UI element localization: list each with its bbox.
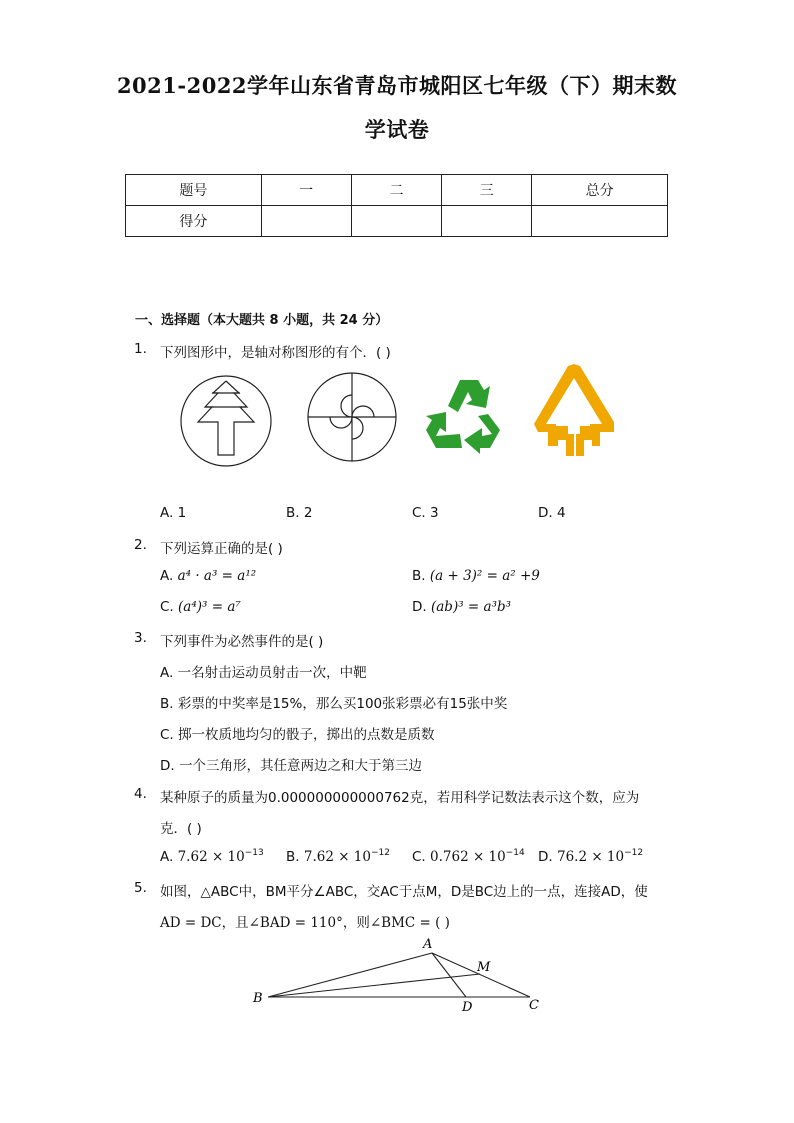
option-expression: (a + 3)² = a² +9 — [429, 568, 540, 584]
question-stem-line2: AD = DC，且∠BAD = 110°，则∠BMC = ( ) — [160, 915, 450, 931]
option-exponent: −13 — [244, 848, 264, 858]
segment-ad — [432, 953, 466, 997]
option-d[interactable]: D. 一个三角形，其任意两边之和大于第三边 — [160, 758, 422, 774]
option-a[interactable] — [160, 848, 264, 865]
score-header-cell: 总分 — [532, 175, 668, 206]
option-d[interactable] — [538, 848, 643, 865]
question-stem-line1: 如图，△ABC中，BM平分∠ABC，交AC于点M，D是BC边上的一点，连接AD，使 — [160, 884, 648, 900]
point-label-m: M — [477, 960, 491, 975]
question-number: 1. — [134, 341, 147, 357]
option-b[interactable]: B. 彩票的中奖率是15%，那么买100张彩票必有15张中奖 — [160, 696, 508, 712]
option-c[interactable]: C. 掷一枚质地均匀的骰子，掷出的点数是质数 — [160, 727, 435, 743]
option-b[interactable] — [286, 848, 390, 865]
option-label: A. — [160, 849, 174, 865]
option-c[interactable] — [160, 599, 241, 615]
question-stem-line2: 克．( ) — [160, 821, 202, 837]
option-b[interactable] — [412, 568, 540, 584]
segment-bm — [268, 974, 480, 997]
option-label: D. — [538, 849, 553, 865]
option-b[interactable]: B. 2 — [286, 505, 313, 521]
point-label-b: B — [253, 991, 263, 1006]
option-mantissa: 0.762 × 10 — [430, 849, 506, 865]
option-mantissa: 7.62 × 10 — [303, 849, 371, 865]
point-label-a: A — [423, 937, 433, 952]
question-stem: 下列图形中，是轴对称图形的有个．( ) — [160, 345, 391, 361]
page-title-line1: 2021-2022学年山东省青岛市城阳区七年级（下）期末数 — [116, 73, 678, 98]
score-input-cell[interactable] — [442, 206, 532, 237]
question-number: 2. — [134, 537, 147, 553]
question-stem: 下列运算正确的是( ) — [160, 541, 283, 557]
segment-ba — [268, 953, 432, 997]
score-header-cell: 一 — [261, 175, 351, 206]
option-expression: (ab)³ = a³b³ — [430, 599, 512, 615]
option-expression: (a⁴)³ = a⁷ — [178, 599, 241, 615]
option-a[interactable]: A. 一名射击运动员射击一次，中靶 — [160, 665, 367, 681]
point-label-c: C — [529, 998, 539, 1013]
triangle-abc-figure — [248, 934, 548, 1014]
score-table — [125, 174, 668, 237]
option-label: B. — [286, 849, 300, 865]
option-mantissa: 76.2 × 10 — [556, 849, 625, 865]
score-row-label: 得分 — [126, 206, 262, 237]
option-exponent: −14 — [505, 848, 525, 858]
page-title-line2: 学试卷 — [364, 117, 430, 142]
recycle-symbol-figure — [420, 370, 516, 456]
option-label: D. — [412, 599, 427, 615]
question-number: 5. — [134, 880, 147, 896]
option-label: A. — [160, 568, 174, 584]
score-table-score-row — [126, 206, 668, 237]
option-expression: a⁴ · a³ = a¹² — [177, 568, 257, 584]
orange-arrow-shape-figure — [534, 364, 616, 460]
option-mantissa: 7.62 × 10 — [177, 849, 245, 865]
option-d[interactable]: D. 4 — [538, 505, 566, 521]
score-input-cell[interactable] — [351, 206, 442, 237]
option-a[interactable] — [160, 568, 256, 584]
question-stem-line1: 某种原子的质量为0.000000000000762克，若用科学记数法表示这个数，应为 — [160, 790, 640, 806]
option-exponent: −12 — [624, 848, 644, 858]
option-d[interactable] — [412, 599, 511, 615]
score-input-cell[interactable] — [532, 206, 668, 237]
point-label-d: D — [462, 1000, 473, 1014]
score-header-cell: 二 — [351, 175, 442, 206]
score-input-cell[interactable] — [261, 206, 351, 237]
score-header-cell: 三 — [442, 175, 532, 206]
score-header-cell: 题号 — [126, 175, 262, 206]
option-label: C. — [160, 599, 174, 615]
section-heading: 一、选择题（本大题共 8 小题，共 24 分） — [135, 313, 389, 328]
question-number: 4. — [134, 786, 147, 802]
option-label: B. — [412, 568, 426, 584]
question-stem: 下列事件为必然事件的是( ) — [160, 634, 324, 650]
option-exponent: −12 — [371, 848, 390, 858]
pinwheel-circle-figure — [304, 371, 400, 463]
question-number: 3. — [134, 630, 147, 646]
option-c[interactable]: C. 3 — [412, 505, 439, 521]
tree-in-circle-figure — [178, 375, 274, 467]
option-label: C. — [412, 849, 426, 865]
score-table-header-row — [126, 175, 668, 206]
option-c[interactable] — [412, 848, 525, 865]
option-a[interactable]: A. 1 — [160, 505, 187, 521]
